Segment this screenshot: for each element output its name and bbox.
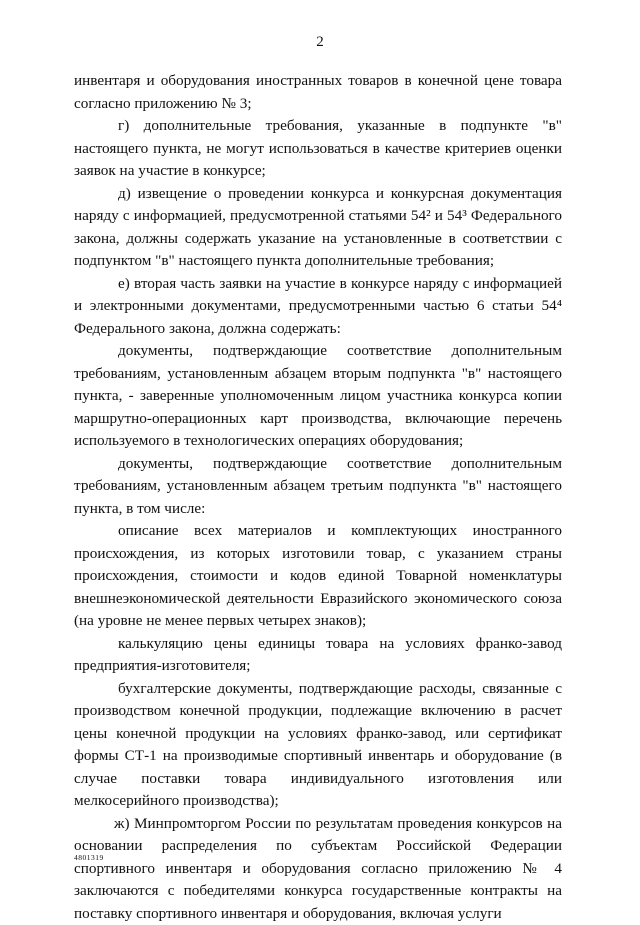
paragraph-d: д) извещение о проведении конкурса и конкурсная документация наряду с информацией, предусмотренной статьями 54² и 54³ Федерального закона, должны содержать указание на установленные в соответствии с подпунктом "в" настоящего пункта дополнительные требования; bbox=[74, 183, 562, 273]
paragraph-materials: описание всех материалов и комплектующих иностранного происхождения, из которых изготовили товар, с указанием страны происхождения, стоимости и кодов единой Товарной номенклатуры внешнеэкономической деятельности Евразийского экономического союза (на уровне не менее первых четырех знаков); bbox=[74, 520, 562, 633]
paragraph-calculation: калькуляцию цены единицы товара на условиях франко-завод предприятия-изготовителя; bbox=[74, 633, 562, 678]
paragraph-documents-1: документы, подтверждающие соответствие дополнительным требованиям, установленным абзацем вторым подпункта "в" настоящего пункта, - заверенные уполномоченным лицом участника конкурса копии маршрутно-операционных карт производства, включающие перечень используемого в технологических операциях оборудования; bbox=[74, 340, 562, 453]
paragraph-e: е) вторая часть заявки на участие в конкурсе наряду с информацией и электронными документами, предусмотренными частью 6 статьи 54⁴ Федерального закона, должна содержать: bbox=[74, 273, 562, 341]
document-code: 4801319 bbox=[74, 853, 104, 862]
paragraph-continuation: инвентаря и оборудования иностранных товаров в конечной цене товара согласно приложению № 3; bbox=[74, 70, 562, 115]
page-number: 2 bbox=[0, 34, 640, 51]
paragraph-g: г) дополнительные требования, указанные в подпункте "в" настоящего пункта, не могут использоваться в качестве критериев оценки заявок на участие в конкурсе; bbox=[74, 115, 562, 183]
document-body bbox=[74, 70, 562, 925]
paragraph-documents-2: документы, подтверждающие соответствие дополнительным требованиям, установленным абзацем третьим подпункта "в" настоящего пункта, в том числе: bbox=[74, 453, 562, 521]
paragraph-accounting: бухгалтерские документы, подтверждающие расходы, связанные с производством конечной продукции, подлежащие включению в расчет цены конечной продукции на условиях франко-завод, или сертификат формы СТ-1 на производимые спортивный инвентарь и оборудование (в случае поставки товара индивидуального изготовления или мелкосерийного производства); bbox=[74, 678, 562, 813]
paragraph-zh: ж) Минпромторгом России по результатам проведения конкурсов на основании распределения по субъектам Российской Федерации спортивного инвентаря и оборудования согласно приложению № 4 заключаются с победителями конкурса государственные контракты на поставку спортивного инвентаря и оборудования, включая услуги bbox=[74, 813, 562, 925]
